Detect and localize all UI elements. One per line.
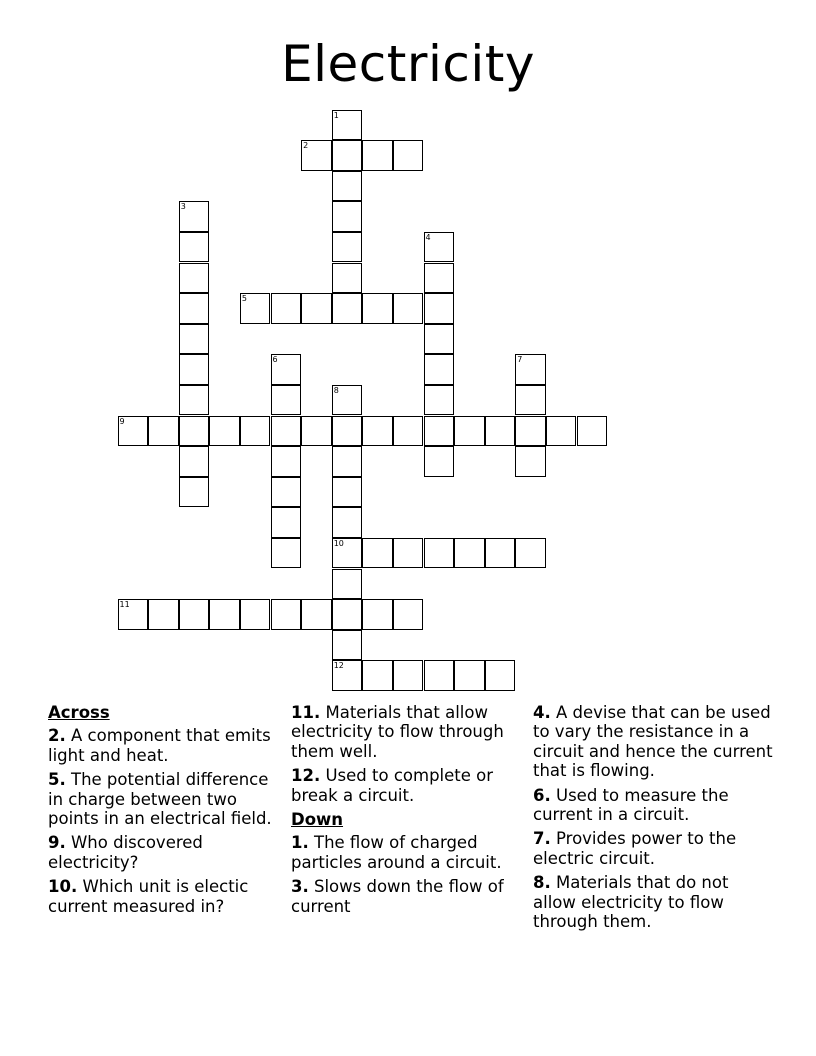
grid-cell[interactable] [148,599,179,630]
grid-cell[interactable] [454,538,485,569]
clue-text: The potential difference in charge between two points in an electrical field. [48,770,272,829]
clue-text: Slows down the flow of current [291,877,504,916]
grid-cell[interactable] [301,293,332,324]
grid-cell[interactable] [179,354,210,385]
clue-number: 5. [48,770,66,790]
clue-down-8 [533,873,773,931]
grid-cell[interactable] [301,416,332,447]
grid-cell[interactable] [393,599,424,630]
clue-down-4 [533,703,773,781]
clue-number: 12. [291,766,321,786]
grid-cell[interactable] [515,416,546,447]
grid-cell[interactable] [362,416,393,447]
grid-cell[interactable] [424,446,455,477]
grid-cell[interactable] [424,416,455,447]
cell-number: 2 [303,141,309,151]
grid-cell[interactable] [393,140,424,171]
puzzle-title: Electricity [281,35,535,93]
clue-number: 4. [533,703,551,722]
grid-cell[interactable] [332,263,363,294]
clue-across-11 [291,703,527,761]
grid-cell[interactable] [424,660,455,691]
cell-number: 12 [333,661,344,671]
grid-cell[interactable] [179,263,210,294]
grid-cell[interactable] [362,293,393,324]
grid-cell[interactable] [332,660,363,691]
grid-cell[interactable] [393,293,424,324]
grid-cell[interactable] [118,416,149,447]
across-heading: Across [48,703,110,722]
grid-cell[interactable] [179,201,210,232]
grid-cell[interactable] [332,385,363,416]
grid-cell[interactable] [271,385,302,416]
grid-cell[interactable] [271,354,302,385]
clue-text: Used to complete or break a circuit. [291,766,494,805]
grid-cell[interactable] [332,201,363,232]
grid-cell[interactable] [332,293,363,324]
grid-cell[interactable] [485,660,516,691]
cell-number: 8 [333,385,339,395]
grid-cell[interactable] [515,385,546,416]
grid-cell[interactable] [271,293,302,324]
grid-cell[interactable] [209,599,240,630]
clue-down-1 [291,833,527,872]
clue-down-7 [533,829,773,868]
clue-number: 10. [48,877,78,897]
grid-cell[interactable] [301,599,332,630]
cell-number: 10 [333,538,344,548]
grid-cell[interactable] [424,354,455,385]
cell-number: 6 [272,355,278,365]
clue-text: Provides power to the electric circuit. [533,829,737,868]
clue-across-2 [48,726,284,765]
grid-cell[interactable] [424,232,455,263]
grid-cell[interactable] [362,599,393,630]
grid-cell[interactable] [179,446,210,477]
clue-across-10 [48,877,284,916]
clue-number: 7. [533,829,551,849]
cell-number: 5 [241,294,247,304]
grid-cell[interactable] [424,538,455,569]
clues-column-3 [533,703,773,936]
clue-down-6 [533,786,773,825]
grid-cell[interactable] [332,599,363,630]
grid-cell[interactable] [332,446,363,477]
clue-number: 2. [48,726,66,746]
grid-cell[interactable] [179,385,210,416]
grid-cell[interactable] [301,140,332,171]
grid-cell[interactable] [271,477,302,508]
grid-cell[interactable] [424,263,455,294]
grid-cell[interactable] [515,354,546,385]
grid-cell[interactable] [179,324,210,355]
grid-cell[interactable] [271,599,302,630]
grid-cell[interactable] [577,416,608,447]
cell-number: 11 [119,600,130,610]
grid-cell[interactable] [424,385,455,416]
clue-text: Who discovered electricity? [48,833,203,872]
grid-cell[interactable] [485,538,516,569]
cell-number: 4 [425,232,431,242]
grid-cell[interactable] [332,416,363,447]
grid-cell[interactable] [393,416,424,447]
clue-number: 1. [291,833,309,853]
grid-cell[interactable] [240,293,271,324]
grid-cell[interactable] [179,599,210,630]
grid-cell[interactable] [424,324,455,355]
cell-number: 7 [517,355,523,365]
grid-cell[interactable] [271,507,302,538]
grid-cell[interactable] [362,140,393,171]
clue-across-12 [291,766,527,805]
grid-cell[interactable] [179,293,210,324]
grid-cell[interactable] [332,538,363,569]
grid-cell[interactable] [271,538,302,569]
grid-cell[interactable] [240,599,271,630]
clue-text: Materials that do not allow electricity to flow through them. [533,873,729,932]
grid-cell[interactable] [240,416,271,447]
clues-column-1 [48,703,284,921]
grid-cell[interactable] [332,232,363,263]
grid-cell[interactable] [332,110,363,141]
grid-cell[interactable] [393,538,424,569]
clue-text: A component that emits light and heat. [48,726,271,765]
grid-cell[interactable] [332,140,363,171]
grid-cell[interactable] [332,477,363,508]
grid-cell[interactable] [332,630,363,661]
clue-number: 6. [533,785,551,805]
clue-text: Used to measure the current in a circuit. [533,785,729,825]
grid-cell[interactable] [148,416,179,447]
grid-cell[interactable] [271,446,302,477]
grid-cell[interactable] [546,416,577,447]
clue-text: A devise that can be used to vary the resistance in a circuit and hence the current that is flowing. [533,703,773,781]
cell-number: 1 [333,110,339,120]
grid-cell[interactable] [271,416,302,447]
clue-number: 3. [291,877,309,897]
grid-cell[interactable] [454,416,485,447]
grid-cell[interactable] [332,569,363,600]
clue-text: Which unit is electic current measured in? [48,877,249,916]
clue-number: 11. [291,703,321,722]
grid-cell[interactable] [362,660,393,691]
grid-cell[interactable] [362,538,393,569]
grid-cell[interactable] [118,599,149,630]
clue-across-5 [48,770,284,828]
clue-number: 9. [48,833,66,853]
down-heading: Down [291,810,344,830]
clue-number: 8. [533,873,551,893]
clue-text: The flow of charged particles around a circuit. [291,833,502,872]
grid-cell[interactable] [179,477,210,508]
grid-cell[interactable] [179,416,210,447]
clue-across-9 [48,833,284,872]
grid-cell[interactable] [424,293,455,324]
clues-column-2 [291,703,527,921]
grid-cell[interactable] [454,660,485,691]
grid-cell[interactable] [393,660,424,691]
cell-number: 3 [180,202,186,212]
clue-text: Materials that allow electricity to flow through them well. [291,703,504,761]
grid-cell[interactable] [209,416,240,447]
clue-down-3 [291,877,527,916]
grid-cell[interactable] [485,416,516,447]
cell-number: 9 [119,416,125,426]
grid-cell[interactable] [515,446,546,477]
grid-cell[interactable] [332,171,363,202]
grid-cell[interactable] [179,232,210,263]
grid-cell[interactable] [515,538,546,569]
grid-cell[interactable] [332,507,363,538]
